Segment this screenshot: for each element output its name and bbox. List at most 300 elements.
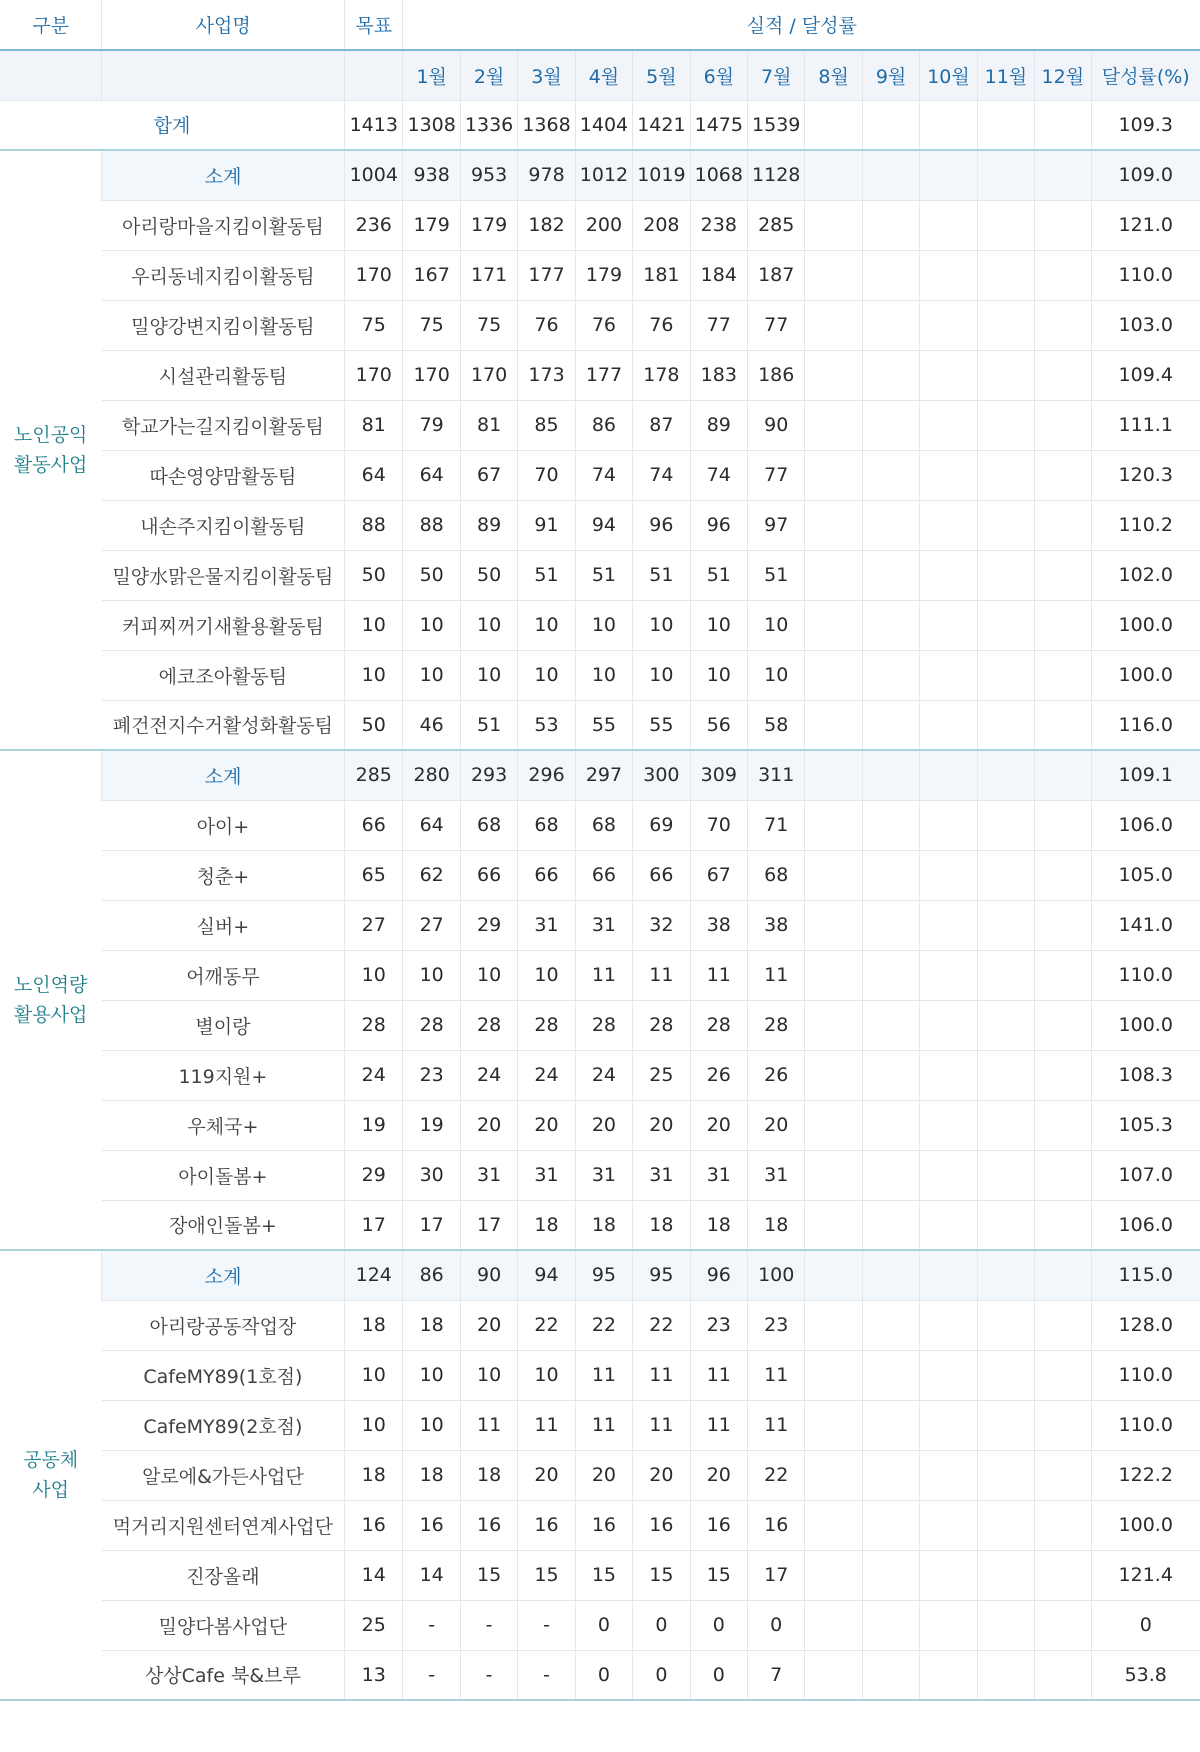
rate-value: 122.2	[1091, 1450, 1200, 1500]
total-month	[977, 100, 1034, 150]
month-value: 23	[403, 1050, 460, 1100]
month-value: 17	[460, 1200, 517, 1250]
month-value	[977, 750, 1034, 800]
month-value: 18	[633, 1200, 690, 1250]
target-value: 18	[345, 1450, 403, 1500]
month-value: 64	[403, 450, 460, 500]
target-value: 88	[345, 500, 403, 550]
month-value: 179	[460, 200, 517, 250]
group-label	[0, 150, 102, 750]
month-value	[805, 650, 862, 700]
month-value: 28	[633, 1000, 690, 1050]
month-value: 71	[748, 800, 805, 850]
month-value	[1035, 600, 1091, 650]
month-value	[805, 1650, 862, 1700]
target-value: 64	[345, 450, 403, 500]
month-value: 20	[460, 1300, 517, 1350]
month-value: 11	[575, 1350, 632, 1400]
group-label-line: 노인역량	[13, 974, 88, 996]
month-value	[977, 500, 1034, 550]
month-value: 20	[460, 1100, 517, 1150]
rate-value: 109.0	[1091, 150, 1200, 200]
month-value	[1035, 1300, 1091, 1350]
target-value: 10	[345, 600, 403, 650]
rate-value: 111.1	[1091, 400, 1200, 450]
rate-value: 108.3	[1091, 1050, 1200, 1100]
month-value: 46	[403, 700, 460, 750]
rate-header: 달성률(%)	[1091, 50, 1200, 100]
month-value: -	[460, 1600, 517, 1650]
month-value: 24	[460, 1050, 517, 1100]
month-value: 1012	[575, 150, 632, 200]
month-value: 31	[460, 1150, 517, 1200]
month-header-row	[0, 50, 1200, 100]
target-value: 19	[345, 1100, 403, 1150]
month-value: 30	[403, 1150, 460, 1200]
month-value	[920, 1450, 977, 1500]
month-value	[805, 450, 862, 500]
table-row	[0, 1400, 1200, 1450]
month-value: 38	[748, 900, 805, 950]
month-value: 96	[690, 500, 747, 550]
month-value: 68	[518, 800, 575, 850]
month-value	[805, 1150, 862, 1200]
month-value: 20	[690, 1450, 747, 1500]
month-value: 28	[690, 1000, 747, 1050]
month-value: 20	[575, 1450, 632, 1500]
target-value: 10	[345, 950, 403, 1000]
month-value	[977, 1500, 1034, 1550]
month-value: 182	[518, 200, 575, 250]
month-value	[1035, 1050, 1091, 1100]
month-value	[805, 550, 862, 600]
month-value: 10	[403, 1350, 460, 1400]
month-value: 10	[633, 650, 690, 700]
month-value	[977, 900, 1034, 950]
month-value: 20	[748, 1100, 805, 1150]
month-value: 179	[403, 200, 460, 250]
project-name: 진장올래	[102, 1550, 345, 1600]
table-row	[0, 900, 1200, 950]
month-value: 69	[633, 800, 690, 850]
month-value: 86	[403, 1250, 460, 1300]
month-value	[920, 1000, 977, 1050]
month-header: 10월	[920, 50, 977, 100]
month-value: 16	[575, 1500, 632, 1550]
month-value	[805, 500, 862, 550]
month-value	[920, 250, 977, 300]
month-value	[920, 750, 977, 800]
target-value: 81	[345, 400, 403, 450]
month-value: 10	[518, 600, 575, 650]
month-header: 11월	[977, 50, 1034, 100]
project-name: 119지원+	[102, 1050, 345, 1100]
month-value: 51	[633, 550, 690, 600]
month-value	[862, 850, 919, 900]
month-value: 75	[460, 300, 517, 350]
total-month: 1475	[690, 100, 747, 150]
month-header: 1월	[403, 50, 460, 100]
month-value	[1035, 1100, 1091, 1150]
month-header: 6월	[690, 50, 747, 100]
table-row	[0, 200, 1200, 250]
month-value	[920, 1050, 977, 1100]
project-name: 아이+	[102, 800, 345, 850]
month-value: 62	[403, 850, 460, 900]
month-value: 89	[690, 400, 747, 450]
month-value	[805, 1350, 862, 1400]
subtotal-row	[0, 750, 1200, 800]
month-value	[1035, 900, 1091, 950]
month-value	[977, 200, 1034, 250]
month-value	[1035, 150, 1091, 200]
month-value	[1035, 1650, 1091, 1700]
target-value: 50	[345, 550, 403, 600]
month-value	[977, 1100, 1034, 1150]
month-value: 22	[575, 1300, 632, 1350]
month-value: 20	[518, 1100, 575, 1150]
table-row	[0, 1600, 1200, 1650]
total-target: 1413	[345, 100, 403, 150]
target-value: 10	[345, 1350, 403, 1400]
month-value	[1035, 250, 1091, 300]
month-value: 11	[518, 1400, 575, 1450]
month-value: 238	[690, 200, 747, 250]
month-value: 31	[690, 1150, 747, 1200]
table-row	[0, 700, 1200, 750]
project-name: 우리동네지킴이활동팀	[102, 250, 345, 300]
group-label-line: 활동사업	[13, 454, 88, 476]
subtotal-label: 소계	[102, 750, 345, 800]
month-value: 184	[690, 250, 747, 300]
group-label-line: 사업	[32, 1479, 69, 1501]
month-value: 31	[518, 1150, 575, 1200]
project-name: 폐건전지수거활성화활동팀	[102, 700, 345, 750]
month-value: 20	[690, 1100, 747, 1150]
month-value	[862, 650, 919, 700]
target-value: 75	[345, 300, 403, 350]
month-value	[862, 350, 919, 400]
month-value: 20	[575, 1100, 632, 1150]
month-value	[1035, 1000, 1091, 1050]
subtotal-row	[0, 150, 1200, 200]
project-name: 먹거리지원센터연계사업단	[102, 1500, 345, 1550]
target-value: 29	[345, 1150, 403, 1200]
rate-value: 121.0	[1091, 200, 1200, 250]
target-value: 50	[345, 700, 403, 750]
month-value: 91	[518, 500, 575, 550]
month-value: 85	[518, 400, 575, 450]
project-name: 에코조아활동팀	[102, 650, 345, 700]
month-value: 978	[518, 150, 575, 200]
month-value: 95	[575, 1250, 632, 1300]
month-value: 15	[518, 1550, 575, 1600]
rate-value: 110.0	[1091, 950, 1200, 1000]
month-value: 31	[575, 900, 632, 950]
month-value: 90	[460, 1250, 517, 1300]
month-value: 74	[633, 450, 690, 500]
target-value: 18	[345, 1300, 403, 1350]
month-value	[920, 1250, 977, 1300]
month-value: 66	[575, 850, 632, 900]
group-label-line: 공동체	[23, 1449, 79, 1471]
month-value: 200	[575, 200, 632, 250]
month-value: 88	[403, 500, 460, 550]
month-value	[862, 1050, 919, 1100]
header-project: 사업명	[102, 0, 345, 50]
target-value: 236	[345, 200, 403, 250]
month-value: 16	[518, 1500, 575, 1550]
month-value: 79	[403, 400, 460, 450]
header-row	[0, 0, 1200, 50]
month-value	[862, 500, 919, 550]
month-value	[920, 1100, 977, 1150]
month-value: 1019	[633, 150, 690, 200]
rate-value: 102.0	[1091, 550, 1200, 600]
month-value: 18	[403, 1450, 460, 1500]
month-value	[862, 700, 919, 750]
target-value: 10	[345, 1400, 403, 1450]
table-row	[0, 600, 1200, 650]
table-row	[0, 1550, 1200, 1600]
month-header: 7월	[748, 50, 805, 100]
month-value: 10	[748, 650, 805, 700]
target-value: 14	[345, 1550, 403, 1600]
month-value	[977, 1450, 1034, 1500]
month-value	[862, 1400, 919, 1450]
header-category: 구분	[0, 0, 102, 50]
month-value	[1035, 1550, 1091, 1600]
month-value: 51	[690, 550, 747, 600]
month-value	[920, 450, 977, 500]
month-value	[920, 350, 977, 400]
month-value: 0	[633, 1650, 690, 1700]
target-value: 170	[345, 250, 403, 300]
month-header: 3월	[518, 50, 575, 100]
month-value	[805, 800, 862, 850]
month-value	[920, 400, 977, 450]
table-row	[0, 250, 1200, 300]
rate-value: 103.0	[1091, 300, 1200, 350]
month-value	[920, 300, 977, 350]
month-value: 66	[633, 850, 690, 900]
month-value	[920, 900, 977, 950]
month-value: 23	[748, 1300, 805, 1350]
month-value	[862, 1000, 919, 1050]
total-month	[920, 100, 977, 150]
month-value: 10	[460, 600, 517, 650]
month-value	[805, 1200, 862, 1250]
subtotal-label: 소계	[102, 150, 345, 200]
project-name: 따손영양맘활동팀	[102, 450, 345, 500]
table-row	[0, 550, 1200, 600]
project-name: 학교가는길지킴이활동팀	[102, 400, 345, 450]
rate-value: 120.3	[1091, 450, 1200, 500]
month-value: 10	[690, 600, 747, 650]
month-value	[862, 750, 919, 800]
month-value	[805, 200, 862, 250]
month-value: 11	[633, 1350, 690, 1400]
month-value	[920, 150, 977, 200]
month-value: 178	[633, 350, 690, 400]
month-value	[1035, 700, 1091, 750]
target-value: 1004	[345, 150, 403, 200]
month-value: 14	[403, 1550, 460, 1600]
month-value: 0	[633, 1600, 690, 1650]
month-value	[920, 850, 977, 900]
month-value	[1035, 550, 1091, 600]
month-value: 10	[518, 950, 575, 1000]
month-value: 296	[518, 750, 575, 800]
month-value: 181	[633, 250, 690, 300]
month-value	[1035, 1200, 1091, 1250]
month-value	[1035, 800, 1091, 850]
month-value: 51	[748, 550, 805, 600]
month-value: 22	[748, 1450, 805, 1500]
month-value: 187	[748, 250, 805, 300]
month-value: 22	[633, 1300, 690, 1350]
target-value: 10	[345, 650, 403, 700]
project-name: 알로에&가든사업단	[102, 1450, 345, 1500]
month-value	[920, 950, 977, 1000]
month-value	[977, 1550, 1034, 1600]
target-value: 124	[345, 1250, 403, 1300]
project-name: 밀양강변지킴이활동팀	[102, 300, 345, 350]
rate-value: 0	[1091, 1600, 1200, 1650]
rate-value: 109.1	[1091, 750, 1200, 800]
table-row	[0, 1450, 1200, 1500]
month-value: 10	[403, 1400, 460, 1450]
month-value: 10	[460, 1350, 517, 1400]
month-value	[805, 1050, 862, 1100]
month-value: 11	[633, 950, 690, 1000]
month-value: 68	[460, 800, 517, 850]
rate-value: 109.4	[1091, 350, 1200, 400]
month-value	[805, 1600, 862, 1650]
month-value: 67	[690, 850, 747, 900]
month-value: 96	[633, 500, 690, 550]
month-value	[862, 450, 919, 500]
month-value: 15	[690, 1550, 747, 1600]
month-value: 10	[518, 1350, 575, 1400]
month-value: 28	[518, 1000, 575, 1050]
month-value	[977, 450, 1034, 500]
month-value: 10	[460, 950, 517, 1000]
month-value	[805, 1400, 862, 1450]
month-value: 68	[575, 800, 632, 850]
month-value	[862, 1550, 919, 1600]
month-value: 56	[690, 700, 747, 750]
rate-value: 105.3	[1091, 1100, 1200, 1150]
month-value	[977, 1150, 1034, 1200]
month-value: 11	[748, 1400, 805, 1450]
month-value: 15	[575, 1550, 632, 1600]
month-value: 89	[460, 500, 517, 550]
month-value: 18	[518, 1200, 575, 1250]
month-value	[920, 1650, 977, 1700]
month-value: 51	[575, 550, 632, 600]
month-value	[1035, 300, 1091, 350]
project-name: CafeMY89(1호점)	[102, 1350, 345, 1400]
month-value	[1035, 1600, 1091, 1650]
rate-value: 53.8	[1091, 1650, 1200, 1700]
month-value	[920, 1150, 977, 1200]
month-value	[805, 300, 862, 350]
month-value	[862, 1100, 919, 1150]
month-value	[977, 700, 1034, 750]
month-value: 50	[403, 550, 460, 600]
month-value	[805, 1100, 862, 1150]
month-value: 300	[633, 750, 690, 800]
month-value: 19	[403, 1100, 460, 1150]
month-value: 10	[633, 600, 690, 650]
month-value: 11	[748, 1350, 805, 1400]
month-value: 55	[633, 700, 690, 750]
month-value	[977, 1400, 1034, 1450]
total-label: 합계	[0, 100, 345, 150]
month-value	[977, 600, 1034, 650]
month-value	[805, 1000, 862, 1050]
month-value	[1035, 1400, 1091, 1450]
month-value: 31	[633, 1150, 690, 1200]
month-value: 10	[518, 650, 575, 700]
month-value: 66	[518, 850, 575, 900]
month-value: 10	[690, 650, 747, 700]
month-value	[1035, 350, 1091, 400]
month-value: 29	[460, 900, 517, 950]
month-value: 28	[575, 1000, 632, 1050]
month-value: 70	[690, 800, 747, 850]
month-value: 10	[403, 950, 460, 1000]
month-value	[1035, 1150, 1091, 1200]
month-value	[977, 250, 1034, 300]
month-value	[977, 800, 1034, 850]
month-value	[977, 400, 1034, 450]
month-value: 285	[748, 200, 805, 250]
month-value: 0	[690, 1650, 747, 1700]
month-value	[977, 1050, 1034, 1100]
month-value: 11	[460, 1400, 517, 1450]
month-value	[805, 1450, 862, 1500]
total-row	[0, 100, 1200, 150]
month-value: 26	[690, 1050, 747, 1100]
month-value: 18	[460, 1450, 517, 1500]
month-value: 16	[633, 1500, 690, 1550]
month-value: 96	[690, 1250, 747, 1300]
month-value: 171	[460, 250, 517, 300]
table-row	[0, 650, 1200, 700]
month-value: 20	[633, 1100, 690, 1150]
target-value: 25	[345, 1600, 403, 1650]
rate-value: 100.0	[1091, 1500, 1200, 1550]
month-value: 10	[403, 600, 460, 650]
total-month	[862, 100, 919, 150]
month-value: 1128	[748, 150, 805, 200]
total-month: 1404	[575, 100, 632, 150]
month-value: 11	[633, 1400, 690, 1450]
month-value: 86	[575, 400, 632, 450]
month-value	[1035, 650, 1091, 700]
table-row	[0, 1500, 1200, 1550]
target-value: 285	[345, 750, 403, 800]
month-value: 28	[748, 1000, 805, 1050]
month-value	[920, 550, 977, 600]
table-row	[0, 350, 1200, 400]
month-value	[862, 900, 919, 950]
project-name: 내손주지킴이활동팀	[102, 500, 345, 550]
target-value: 13	[345, 1650, 403, 1700]
table-row	[0, 500, 1200, 550]
